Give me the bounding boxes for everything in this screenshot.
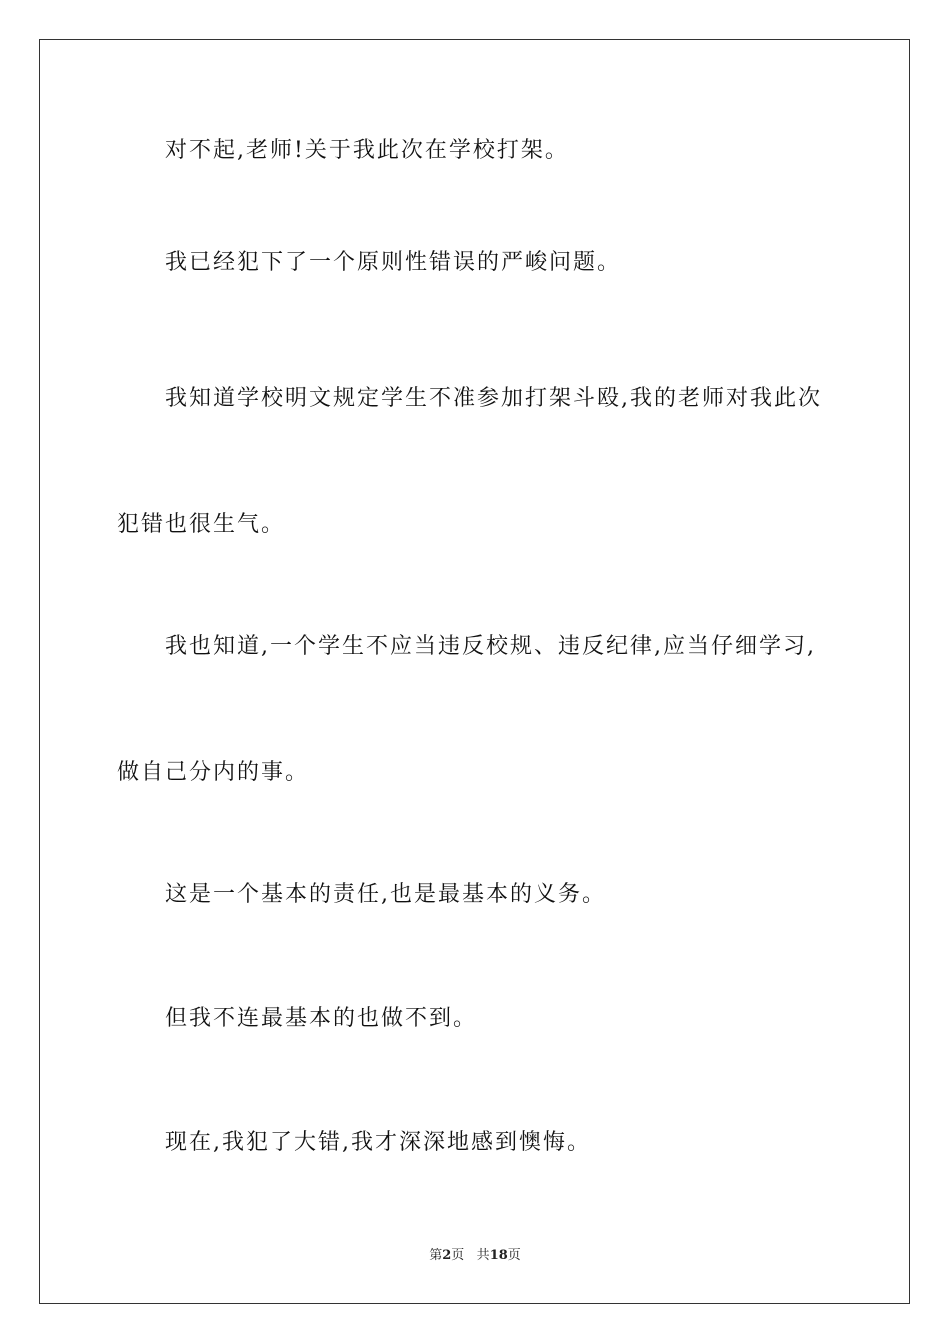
paragraph-line-9: 现在,我犯了大错,我才深深地感到懊悔。 <box>165 1130 591 1155</box>
paragraph-line-6: 做自己分内的事。 <box>117 760 310 785</box>
paragraph-line-5: 我也知道,一个学生不应当违反校规、违反纪律,应当仔细学习, <box>165 634 816 659</box>
page-border <box>39 39 910 1304</box>
paragraph-line-8: 但我不连最基本的也做不到。 <box>165 1006 478 1031</box>
footer-total-prefix: 共 <box>476 1248 490 1263</box>
paragraph-line-4: 犯错也很生气。 <box>117 512 286 537</box>
footer-total-pages: 18 <box>489 1248 508 1263</box>
paragraph-line-7: 这是一个基本的责任,也是最基本的义务。 <box>165 882 606 907</box>
footer-page-prefix: 第 <box>429 1248 443 1263</box>
paragraph-line-2: 我已经犯下了一个原则性错误的严峻问题。 <box>165 250 622 275</box>
footer-total-suffix: 页 <box>507 1248 521 1263</box>
footer-page-number: 2 <box>442 1248 452 1263</box>
paragraph-line-3: 我知道学校明文规定学生不准参加打架斗殴,我的老师对我此次 <box>165 386 822 411</box>
footer-page-suffix: 页 <box>451 1248 465 1263</box>
page-footer <box>0 1248 950 1264</box>
paragraph-line-1: 对不起,老师!关于我此次在学校打架。 <box>165 138 569 163</box>
